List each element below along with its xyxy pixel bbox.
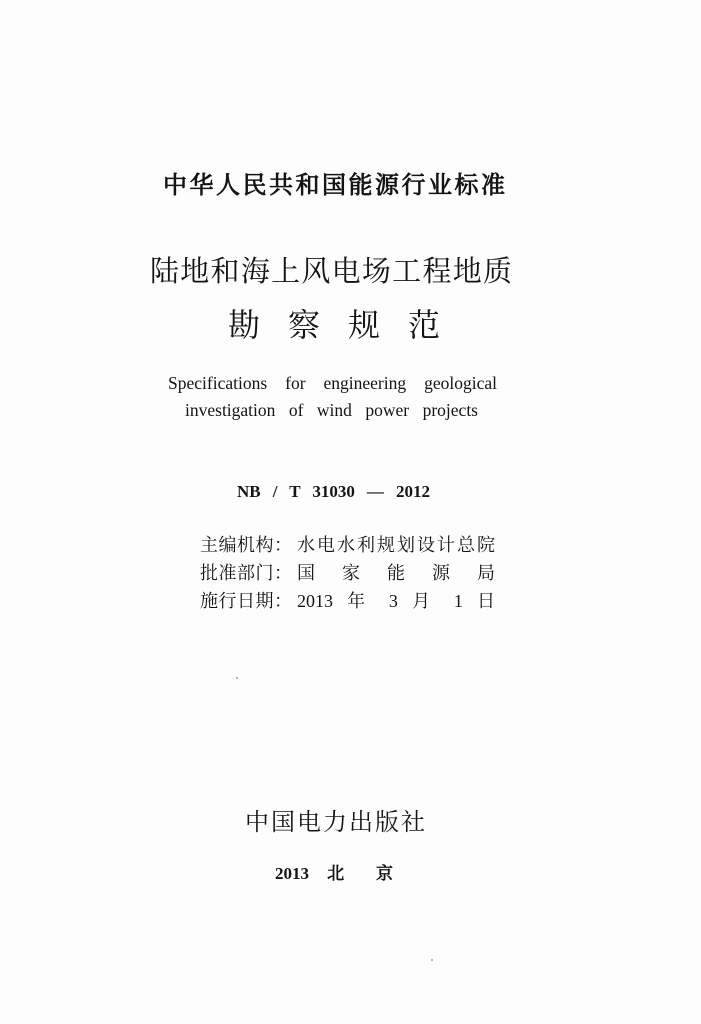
approval-department-label: 批准部门： xyxy=(200,563,292,583)
publisher-place-year: 2013 北 京 xyxy=(275,864,393,883)
english-title-line-1: Specifications for engineering geological xyxy=(168,373,497,393)
publisher-name: 中国电力出版社 xyxy=(245,810,425,836)
editor-organization-label: 主编机构： xyxy=(200,535,292,555)
chinese-title-line-2: 勘 察 规 范 xyxy=(228,307,440,343)
english-title-line-2: investigation of wind power projects xyxy=(185,400,478,420)
standard-series-heading: 中华人民共和国能源行业标准 xyxy=(163,171,505,199)
standard-number: NB / T 31030 — 2012 xyxy=(237,482,430,501)
approval-department-value: 国 家 能 源 局 xyxy=(297,563,495,583)
editor-organization-value: 水电水利规划设计总院 xyxy=(297,535,495,555)
effective-date-value: 2013 年 3 月 1 日 xyxy=(297,591,495,611)
effective-date-label: 施行日期： xyxy=(200,591,292,611)
chinese-title-line-1: 陆地和海上风电场工程地质 xyxy=(150,256,512,288)
scan-speck xyxy=(236,677,238,679)
scan-speck xyxy=(431,959,433,961)
